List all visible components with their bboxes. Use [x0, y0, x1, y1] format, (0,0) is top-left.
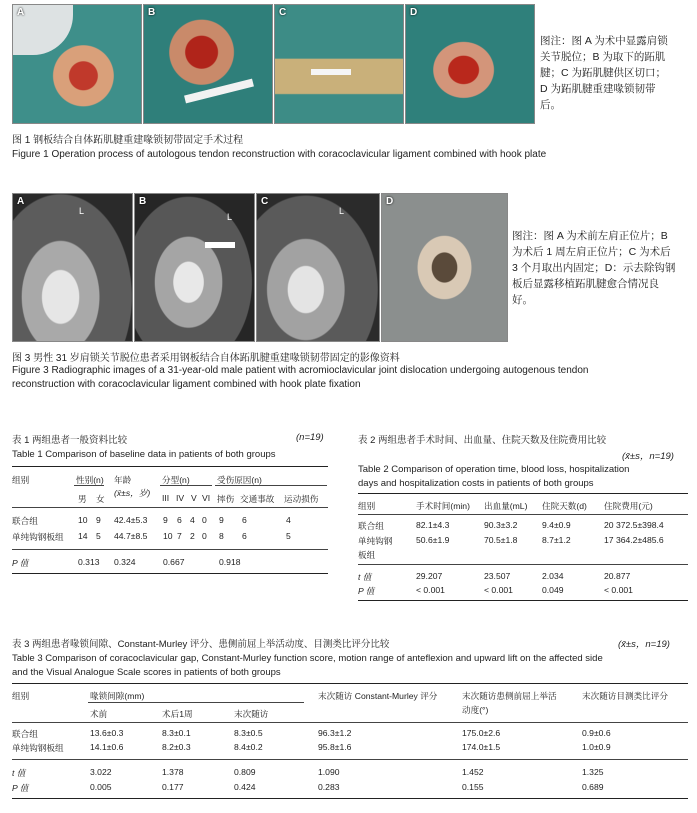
table2-title-en: Table 2 Comparison of operation time, blood loss, hospitalization days and hospitalization costs in patients of both groups — [358, 464, 630, 489]
side-mark: L — [79, 206, 85, 216]
cell: 1.090 — [318, 767, 340, 777]
figure1-caption-en: Figure 1 Operation process of autologous tendon reconstruction with coracoclavicular ligament combined with hook plate — [12, 149, 547, 160]
cell: 0.155 — [462, 782, 484, 792]
cell: 175.0±2.6 — [462, 728, 501, 738]
cell: 42.4±5.3 — [114, 515, 148, 525]
cell: 0.667 — [163, 557, 185, 567]
sub-final: 末次随访 — [234, 709, 269, 719]
cell: 0.809 — [234, 767, 256, 777]
side-mark: L — [339, 206, 345, 216]
cell: 1.378 — [162, 767, 184, 777]
cell: 8.7±1.2 — [542, 535, 571, 545]
header-sex: 性别(n) — [76, 475, 104, 485]
panel-label: B — [139, 196, 147, 207]
table2-n-note: (x̄±s，n=19) — [622, 451, 674, 462]
cell: 0.324 — [114, 557, 136, 567]
t-label: t 值 — [358, 572, 372, 582]
cell: 20.877 — [604, 571, 631, 581]
header-age-unit: (x̄±s，岁) — [114, 488, 151, 498]
cell: 20 372.5±398.4 — [604, 520, 664, 530]
cell: 14.1±0.6 — [90, 742, 124, 752]
cell: 0.689 — [582, 782, 604, 792]
cell: 0.177 — [162, 782, 184, 792]
sub-type-3: III — [162, 493, 170, 503]
table-row-group: 单纯钩钢板组 — [12, 532, 64, 542]
cell: 10 — [163, 531, 173, 541]
cell: 0.005 — [90, 782, 112, 792]
cell: 14 — [78, 531, 88, 541]
header-age: 年龄 — [114, 475, 132, 485]
header-op-time: 手术时间(min) — [416, 501, 470, 511]
sub-type-4: IV — [176, 493, 185, 503]
sub-1week: 术后1周 — [162, 709, 193, 719]
figure1-note: 图注：图 A 为术中显露肩锁 关节脱位；B 为取下的跖肌 腱；C 为跖肌腱供区切口； D 为跖肌腱重建喙锁韧带 后。 — [540, 35, 668, 111]
cell: 8 — [219, 531, 224, 541]
sub-female: 女 — [96, 494, 105, 504]
t-label: t 值 — [12, 768, 26, 778]
header-group: 组别 — [12, 475, 30, 485]
table-row-group: 联合组 — [358, 521, 384, 531]
table-row-group-cont: 板组 — [358, 550, 376, 560]
figure3-caption-cn: 图 3 男性 31 岁肩锁关节脱位患者采用钢板结合自体跖肌腱重建喙锁韧带固定的影像资料 — [12, 353, 400, 364]
panel-label: A — [17, 196, 25, 207]
sub-cause-sport: 运动损伤 — [284, 494, 319, 504]
figure3-caption-en: Figure 3 Radiographic images of a 31-year-old male patient with acromioclavicular joint dislocation undergoing autogenous tendon reconstruction with coracoclavicular ligament combined with hook plate fixation — [12, 365, 589, 390]
sub-cause-fall: 摔伤 — [217, 494, 235, 504]
header-vas: 末次随访目测类比评分 — [582, 691, 668, 701]
cell: 9 — [163, 515, 168, 525]
p-label: P 值 — [12, 783, 29, 793]
cell: 0 — [202, 515, 207, 525]
cell: 0.313 — [78, 557, 100, 567]
cell: 1.452 — [462, 767, 484, 777]
cell: < 0.001 — [484, 585, 513, 595]
cell: 95.8±1.6 — [318, 742, 352, 752]
cell: 0.918 — [219, 557, 241, 567]
header-blood-loss: 出血量(mL) — [484, 501, 528, 511]
p-label: P 值 — [12, 558, 29, 568]
cell: 4 — [286, 515, 291, 525]
cell: 0.9±0.6 — [582, 728, 611, 738]
sub-preop: 术前 — [90, 709, 108, 719]
header-cause: 受伤原因(n) — [217, 475, 262, 485]
cell: 4 — [190, 515, 195, 525]
cell: 23.507 — [484, 571, 511, 581]
figure1-panel-b — [143, 4, 273, 124]
panel-label: D — [386, 196, 394, 207]
cell: 174.0±1.5 — [462, 742, 501, 752]
cell: < 0.001 — [416, 585, 445, 595]
cell: 9.4±0.9 — [542, 520, 571, 530]
table-row-group: 联合组 — [12, 729, 38, 739]
cell: 9 — [96, 515, 101, 525]
cell: 1.325 — [582, 767, 604, 777]
cell: 82.1±4.3 — [416, 520, 450, 530]
cell: < 0.001 — [604, 585, 633, 595]
cell: 1.0±0.9 — [582, 742, 611, 752]
cell: 6 — [242, 515, 247, 525]
table1-title-en: Table 1 Comparison of baseline data in patients of both groups — [12, 449, 276, 460]
cell: 2 — [190, 531, 195, 541]
header-stay: 住院天数(d) — [542, 501, 587, 511]
cell: 17 364.2±485.6 — [604, 535, 664, 545]
p-label: P 值 — [358, 586, 375, 596]
header-cost: 住院费用(元) — [604, 501, 653, 511]
cell: 96.3±1.2 — [318, 728, 352, 738]
table3-n-note: (x̄±s，n=19) — [618, 639, 670, 650]
cell: 2.034 — [542, 571, 564, 581]
cell: 8.4±0.2 — [234, 742, 263, 752]
table2-title-cn: 表 2 两组患者手术时间、出血量、住院天数及住院费用比较 — [358, 435, 607, 446]
cell: 7 — [177, 531, 182, 541]
figure3-note: 图注：图 A 为术前左肩正位片；B 为术后 1 周左肩正位片；C 为术后 3 个月取出内固定；D：示去除钩钢 板后显露移植跖肌腱愈合情况良 好。 — [512, 230, 676, 306]
table1-n-note: (n=19) — [296, 432, 324, 443]
panel-label: C — [279, 7, 287, 18]
panel-label: C — [261, 196, 269, 207]
cell: 8.3±0.5 — [234, 728, 263, 738]
figure3-panel-c — [256, 193, 380, 342]
cell: 3.022 — [90, 767, 112, 777]
cell: 29.207 — [416, 571, 443, 581]
cell: 0.424 — [234, 782, 256, 792]
header-gap: 喙锁间隙(mm) — [90, 691, 145, 701]
figure1-panel-c — [274, 4, 404, 124]
table3-title-en: Table 3 Comparison of coracoclavicular gap, Constant-Murley function score, motion range of anteflexion and upward lift on the affected side and the Visual Analogue Scale scores in patients of both groups — [12, 653, 603, 678]
sub-male: 男 — [78, 494, 87, 504]
header-group: 组别 — [358, 501, 376, 511]
table-row-group: 联合组 — [12, 516, 38, 526]
panel-label: A — [17, 7, 25, 18]
side-mark: L — [227, 212, 233, 222]
header-rom-cont: 动度(°) — [462, 705, 489, 715]
cell: 50.6±1.9 — [416, 535, 450, 545]
table-row-group: 单纯钩钢 — [358, 536, 393, 546]
cell: 0.049 — [542, 585, 564, 595]
header-group: 组别 — [12, 691, 30, 701]
cell: 44.7±8.5 — [114, 531, 148, 541]
figure1-panel-a — [12, 4, 142, 124]
header-rom: 末次随访患侧前屈上举活 — [462, 691, 557, 701]
cell: 5 — [286, 531, 291, 541]
cell: 6 — [242, 531, 247, 541]
cell: 5 — [96, 531, 101, 541]
table-row-group: 单纯钩钢板组 — [12, 743, 64, 753]
cell: 0 — [202, 531, 207, 541]
figure1-caption-cn: 图 1 钢板结合自体跖肌腱重建喙锁韧带固定手术过程 — [12, 135, 244, 146]
sub-cause-traffic: 交通事故 — [240, 494, 275, 504]
figure1-panel-d — [405, 4, 535, 124]
sub-type-5: V — [191, 493, 197, 503]
table1-title-cn: 表 1 两组患者一般资料比较 — [12, 435, 128, 446]
panel-label: B — [148, 7, 156, 18]
table3-title-cn: 表 3 两组患者喙锁间隙、Constant-Murley 评分、患侧前屈上举活动度、目测类比评分比较 — [12, 639, 390, 650]
header-cm-score: 末次随访 Constant-Murley 评分 — [318, 691, 438, 701]
cell: 6 — [177, 515, 182, 525]
sub-type-6: VI — [202, 493, 211, 503]
figure3-panel-b — [134, 193, 255, 342]
cell: 9 — [219, 515, 224, 525]
cell: 8.3±0.1 — [162, 728, 191, 738]
cell: 10 — [78, 515, 88, 525]
cell: 90.3±3.2 — [484, 520, 518, 530]
figure3-panel-a — [12, 193, 133, 342]
figure3-panel-d — [381, 193, 508, 342]
cell: 70.5±1.8 — [484, 535, 518, 545]
panel-label: D — [410, 7, 418, 18]
cell: 0.283 — [318, 782, 340, 792]
cell: 8.2±0.3 — [162, 742, 191, 752]
header-type: 分型(n) — [162, 475, 190, 485]
cell: 13.6±0.3 — [90, 728, 124, 738]
